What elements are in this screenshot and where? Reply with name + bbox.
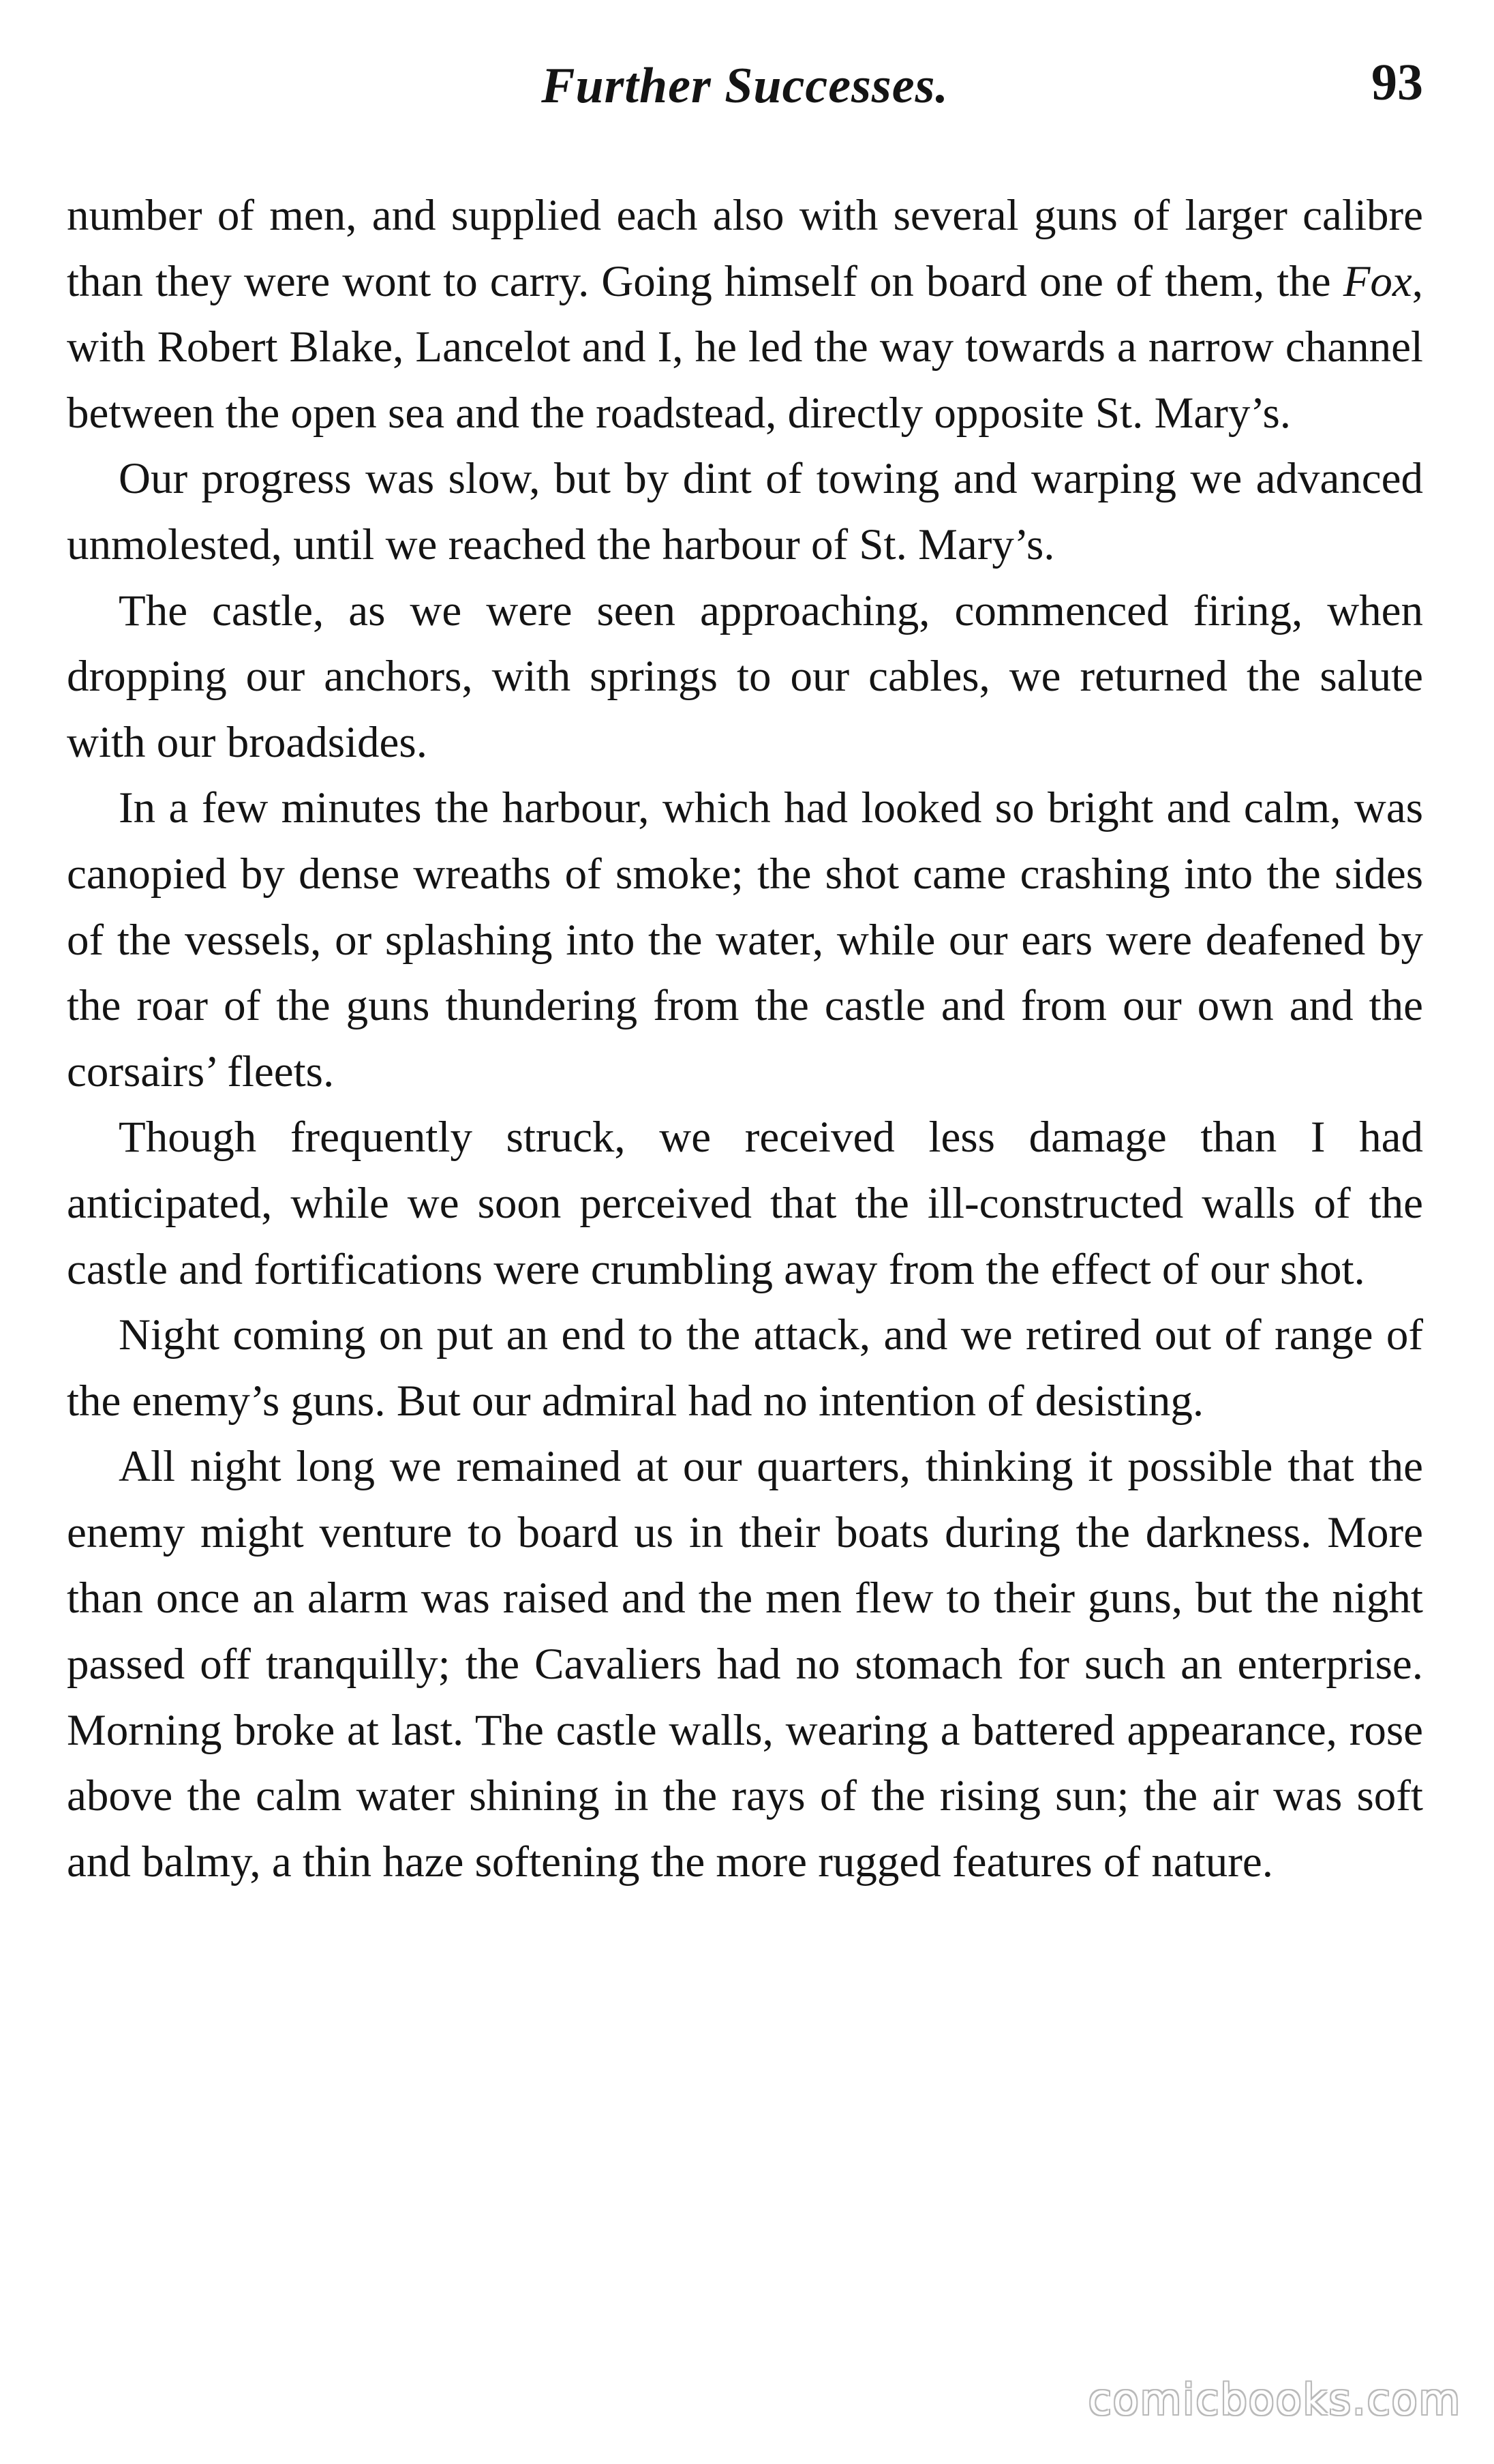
paragraph-text: The castle, as we were seen approaching, commenced firing, when dropping our anchors, with springs to our cables, we returned the salute with our broadsides. — [67, 586, 1423, 767]
ship-name: Fox — [1343, 256, 1412, 306]
paragraph-4 — [67, 775, 1423, 1105]
running-title: Further Successes. — [541, 58, 949, 114]
paragraph-text: All night long we remained at our quarters, thinking it possible that the enemy might venture to board us in their boats during the darkness. More than once an alarm was raised and the men flew to their guns, but the night passed off tranquilly; the Cavaliers had no stomach for such an enterprise. Morning broke at last. The castle walls, wearing a battered appearance, rose above the calm water shining in the rays of the rising sun; the air was soft and balmy, a thin haze softening the more rugged features of nature. — [67, 1442, 1423, 1887]
page-header — [67, 48, 1423, 136]
paragraph-6 — [67, 1302, 1423, 1434]
paragraph-7 — [67, 1434, 1423, 1895]
body-text — [67, 183, 1423, 1895]
watermark: comicbooks.com — [1088, 2375, 1461, 2424]
paragraph-text: Though frequently struck, we received less damage than I had anticipated, while we soon perceived that the ill-constructed walls of the castle and fortifications were crumbling away from the effect of our shot. — [67, 1113, 1423, 1294]
paragraph-text: number of men, and supplied each also with several guns of larger calibre than they were wont to carry. Going himself on board one of them, the — [67, 191, 1423, 306]
paragraph-3 — [67, 578, 1423, 776]
paragraph-text: , with Robert Blake, Lancelot and I, he led the way towards a narrow channel between the open sea and the roadstead, directly opposite St. Mary’s. — [67, 256, 1423, 438]
paragraph-5 — [67, 1105, 1423, 1302]
paragraph-2 — [67, 446, 1423, 577]
paragraph-text: Our progress was slow, but by dint of towing and warping we advanced unmolested, until we reached the harbour of St. Mary’s. — [67, 454, 1423, 569]
paragraph-text: In a few minutes the harbour, which had looked so bright and calm, was canopied by dense wreaths of smoke; the shot came crashing into the sides of the vessels, or splashing into the water, while our ears were deafened by the roar of the guns thundering from the castle and from our own and the corsairs’ fleets. — [67, 783, 1423, 1096]
paragraph-text: Night coming on put an end to the attack, and we retired out of range of the enemy’s guns. But our admiral had no intention of desisting. — [67, 1310, 1423, 1426]
paragraph-1 — [67, 183, 1423, 446]
page-number: 93 — [1371, 54, 1423, 111]
